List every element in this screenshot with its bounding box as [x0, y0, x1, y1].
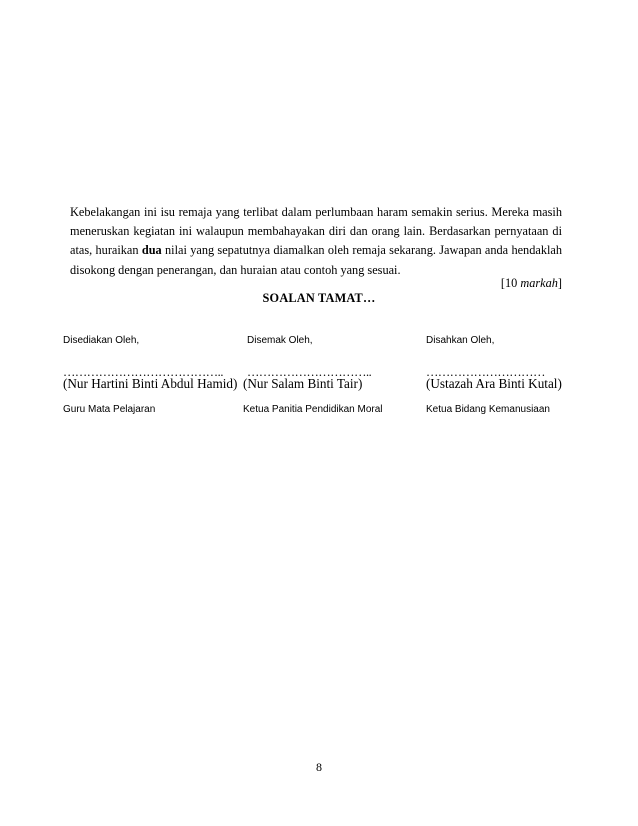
end-of-questions-label: SOALAN TAMAT…: [262, 291, 376, 305]
prepared-by-position: Guru Mata Pelajaran: [63, 404, 156, 415]
prepared-by-signature-line: …………………………………..: [63, 365, 224, 379]
approved-by-position: Ketua Bidang Kemanusiaan: [426, 404, 550, 415]
approved-by-signature-line: …………………………: [426, 365, 545, 379]
approved-by-label: Disahkan Oleh,: [426, 335, 495, 346]
prepared-by-label: Disediakan Oleh,: [63, 335, 140, 346]
checked-by-name: (Nur Salam Binti Tair): [243, 376, 363, 391]
page-number: 8: [316, 760, 322, 774]
question-bold-word: dua: [141, 243, 162, 258]
checked-by-signature-line: …………………………..: [247, 365, 372, 379]
question-text-end: nilai yang sepatutnya diamalkan oleh remaja sekarang. Jawapan anda hendaklah disokong dengan penerangan, dan huraian atau contoh yang sesuai.: [70, 243, 562, 277]
question-paragraph: [70, 203, 562, 280]
checked-by-label: Disemak Oleh,: [247, 335, 313, 346]
prepared-by-name: (Nur Hartini Binti Abdul Hamid): [63, 376, 238, 391]
question-text-start: Kebelakangan ini isu remaja yang terlibat dalam perlumbaan haram semakin serius. Mereka masih meneruskan kegiatan ini walaupun membahayakan diri dan orang lain. Berdasarkan pernyataan di atas, huraikan: [70, 205, 562, 258]
marks-word: markah: [520, 276, 558, 290]
marks-close: ]: [557, 276, 562, 290]
marks-open: [10: [500, 276, 521, 290]
marks-label: [501, 276, 562, 291]
checked-by-position: Ketua Panitia Pendidikan Moral: [243, 404, 383, 415]
approved-by-name: (Ustazah Ara Binti Kutal): [426, 376, 562, 391]
